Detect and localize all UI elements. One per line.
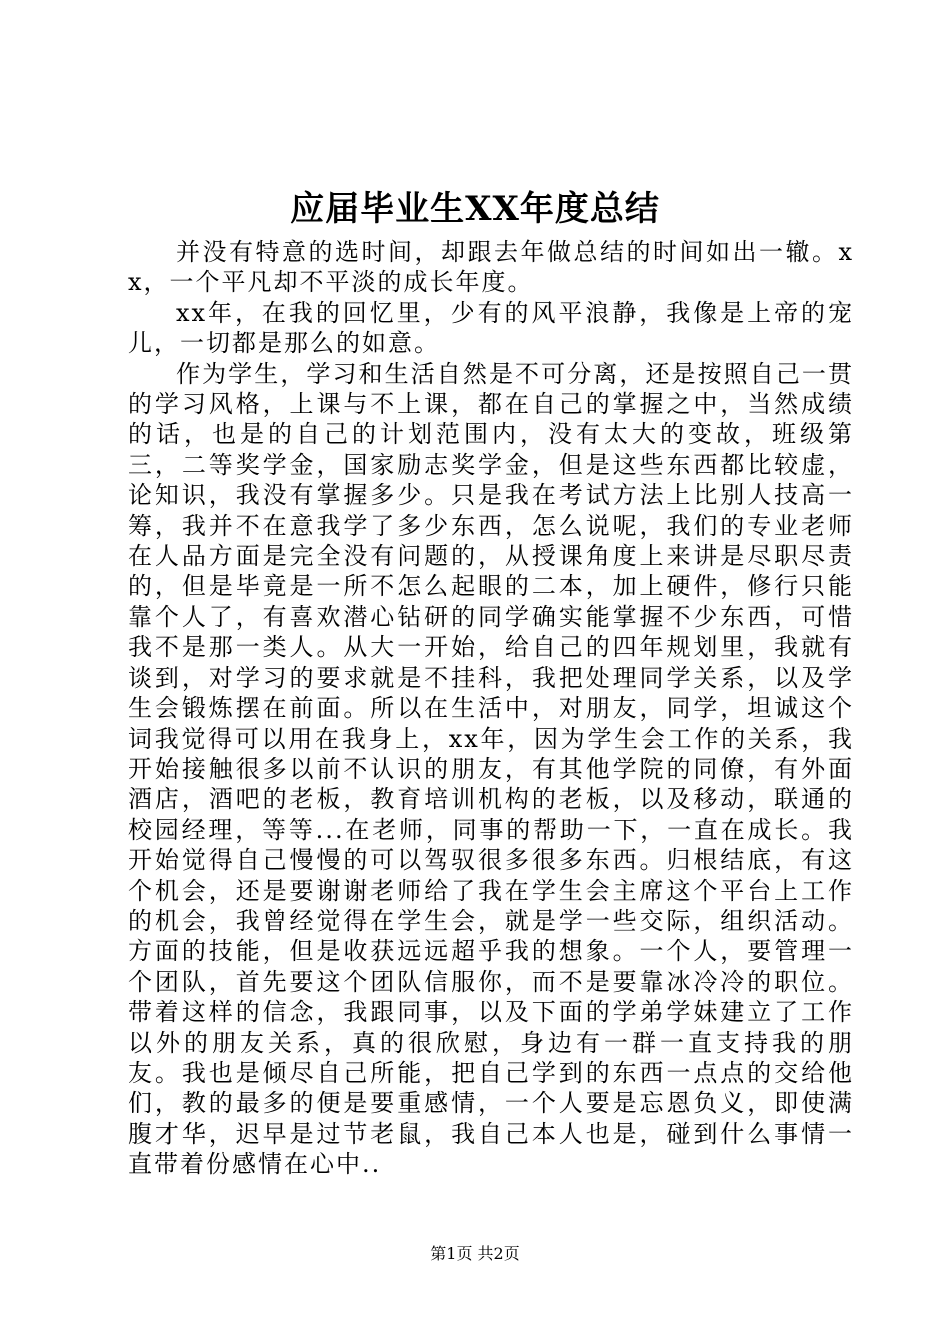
paragraph-3: 作为学生，学习和生活自然是不可分离，还是按照自己一贯的学习风格，上课与不上课，都在自己的掌握之中，当然成绩的话，也是的自己的计划范围内，没有太大的变故，班级第三，二等奖学金，国家励志奖学金，但是这些东西都比较虚，论知识，我没有掌握多少。只是我在考试方法上比别人技高一筹，我并不在意我学了多少东西，怎么说呢，我们的专业老师在人品方面是完全没有问题的，从授课角度上来讲是尽职尽责的，但是毕竟是一所不怎么起眼的二本，加上硬件，修行只能靠个人了，有喜欢潜心钻研的同学确实能掌握不少东西，可惜我不是那一类人。从大一开始，给自己的四年规划里，我就有谈到，对学习的要求就是不挂科，我把处理同学关系，以及学生会锻炼摆在前面。所以在生活中，对朋友，同学，坦诚这个词我觉得可以用在我身上，xx年，因为学生会工作的关系，我开始接触很多以前不认识的朋友，有其他学院的同僚，有外面酒店，酒吧的老板，教育培训机构的老板，以及移动，联通的校园经理，等等...在老师，同事的帮助一下，一直在成长。我开始觉得自己慢慢的可以驾驭很多很多东西。归根结底，有这个机会，还是要谢谢老师给了我在学生会主席这个平台上工作的机会，我曾经觉得在学生会，就是学一些交际，组织活动。方面的技能，但是收获远远超乎我的想象。一个人，要管理一个团队，首先要这个团队信服你，而不是要靠冰冷冷的职位。带着这样的信念，我跟同事，以及下面的学弟学妹建立了工作以外的朋友关系，真的很欣慰，身边有一群一直支持我的朋友。我也是倾尽自己所能，把自己学到的东西一点点的交给他们，教的最多的便是要重感情，一个人要是忘恩负义，即使满腹才华，迟早是过节老鼠，我自己本人也是，碰到什么事情一直带着份感情在心中.. xyxy=(128,359,854,1179)
document-title: 应届毕业生XX年度总结 xyxy=(290,189,660,229)
paragraph-1: 并没有特意的选时间，却跟去年做总结的时间如出一辙。xx，一个平凡却不平淡的成长年度。 xyxy=(128,238,854,297)
document-body xyxy=(128,237,854,1180)
page-footer xyxy=(0,1243,950,1265)
paragraph-2: xx年，在我的回忆里，少有的风平浪静，我像是上帝的宠儿，一切都是那么的如意。 xyxy=(128,298,854,358)
page-indicator: 第1页 共2页 xyxy=(430,1244,520,1263)
